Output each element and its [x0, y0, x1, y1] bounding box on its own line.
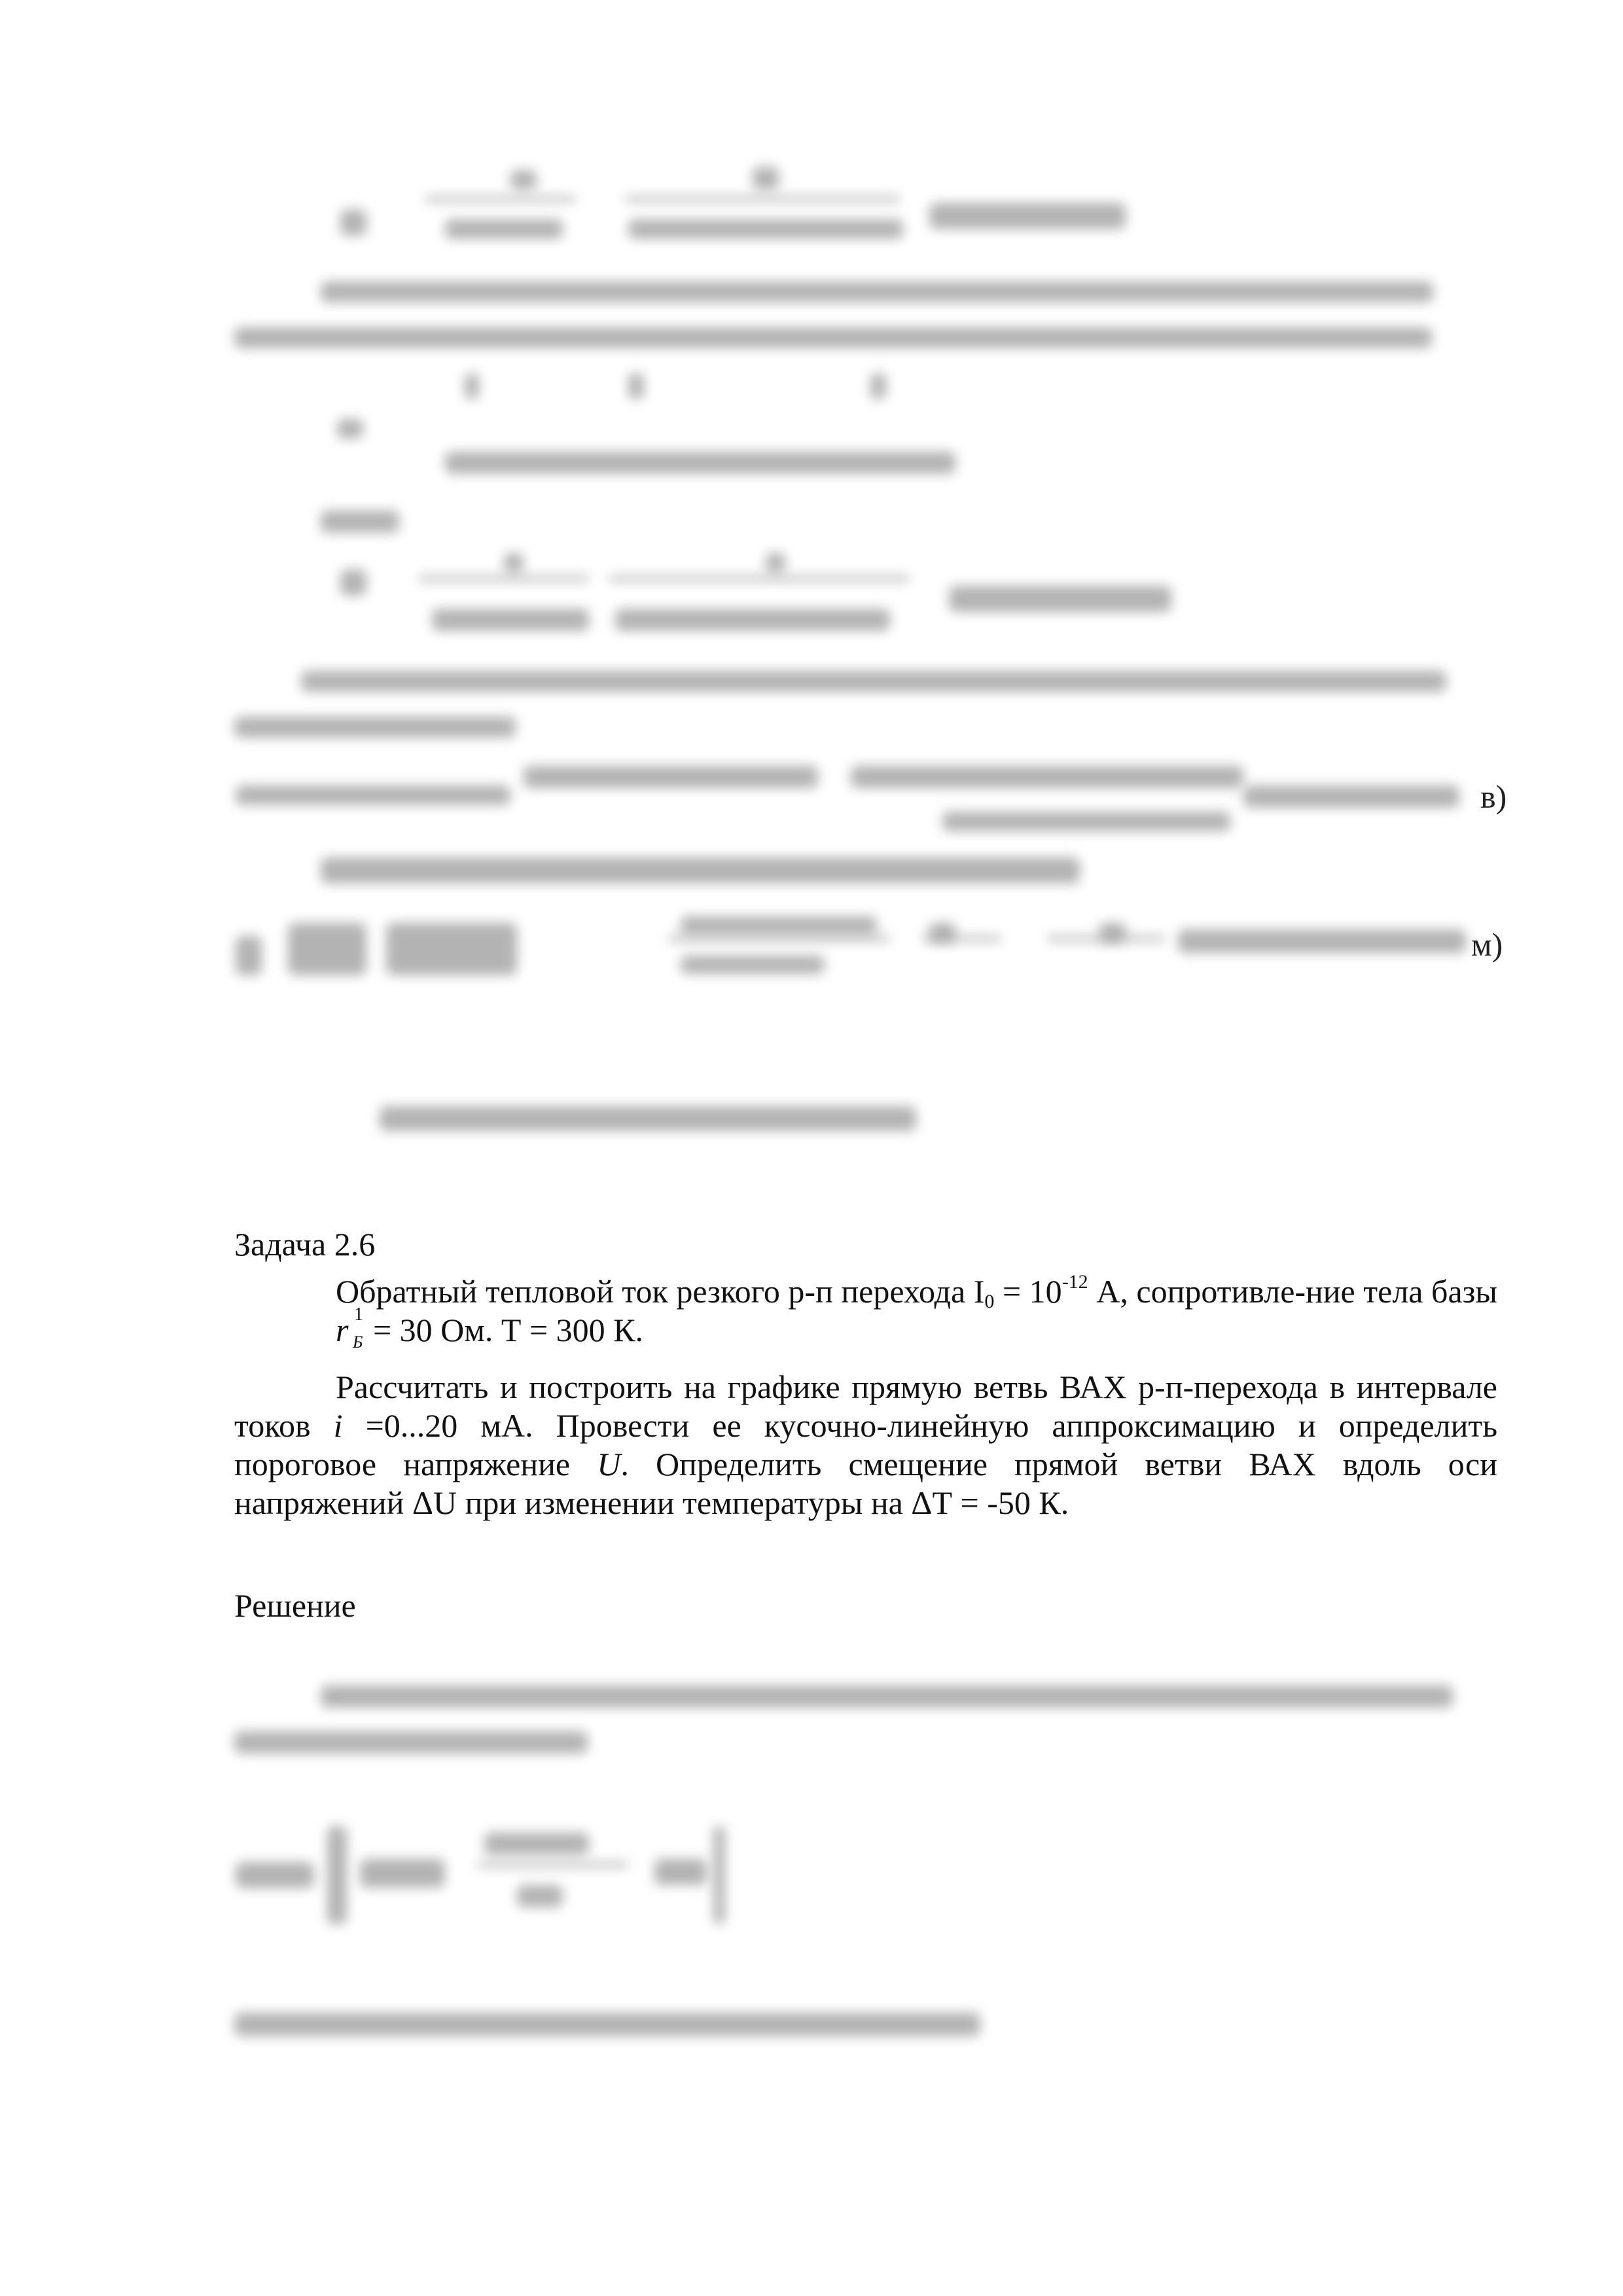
fragment-text-m: м): [1471, 926, 1503, 963]
task-requirement-part-b: =0...20 мА. Провести ее кусочно-линейную аппроксимацию и определить пороговое напряжение: [234, 1407, 1497, 1482]
base-resistance-symbol: r 1 Б: [234, 1311, 365, 1350]
task-requirement-part-a: Рассчитать и построить на графике прямую ветвь ВАХ р-п-перехода в интервале токов: [234, 1369, 1497, 1444]
solution-title: Решение: [234, 1587, 356, 1624]
fragment-text-b: в): [1480, 778, 1507, 815]
current-subscript: 0: [984, 1291, 995, 1312]
current-exponent: -12: [1061, 1271, 1088, 1293]
task-statement-part-c: А, сопротивле-ние тела базы: [1088, 1273, 1498, 1310]
task-statement-part-a: Обратный тепловой ток резкого р-п перехода I: [336, 1273, 985, 1310]
task-statement-part-b: = 10: [994, 1273, 1062, 1310]
current-variable: i: [333, 1407, 343, 1444]
threshold-voltage-variable: U: [597, 1446, 621, 1482]
task-requirement-part-c: . Определить смещение прямой ветви ВАХ вдоль оси напряжений ΔU при изменении температуры на ΔТ = -50 К.: [234, 1446, 1497, 1521]
base-resistance-sup: 1: [354, 1304, 363, 1325]
task-title: Задача 2.6: [234, 1226, 376, 1263]
base-resistance-sub: Б: [353, 1333, 363, 1352]
task-statement-part-d: = 30 Ом. Т = 300 К.: [365, 1312, 644, 1348]
task-requirement-paragraph: [234, 1368, 1497, 1522]
task-statement-paragraph: [234, 1272, 1497, 1350]
